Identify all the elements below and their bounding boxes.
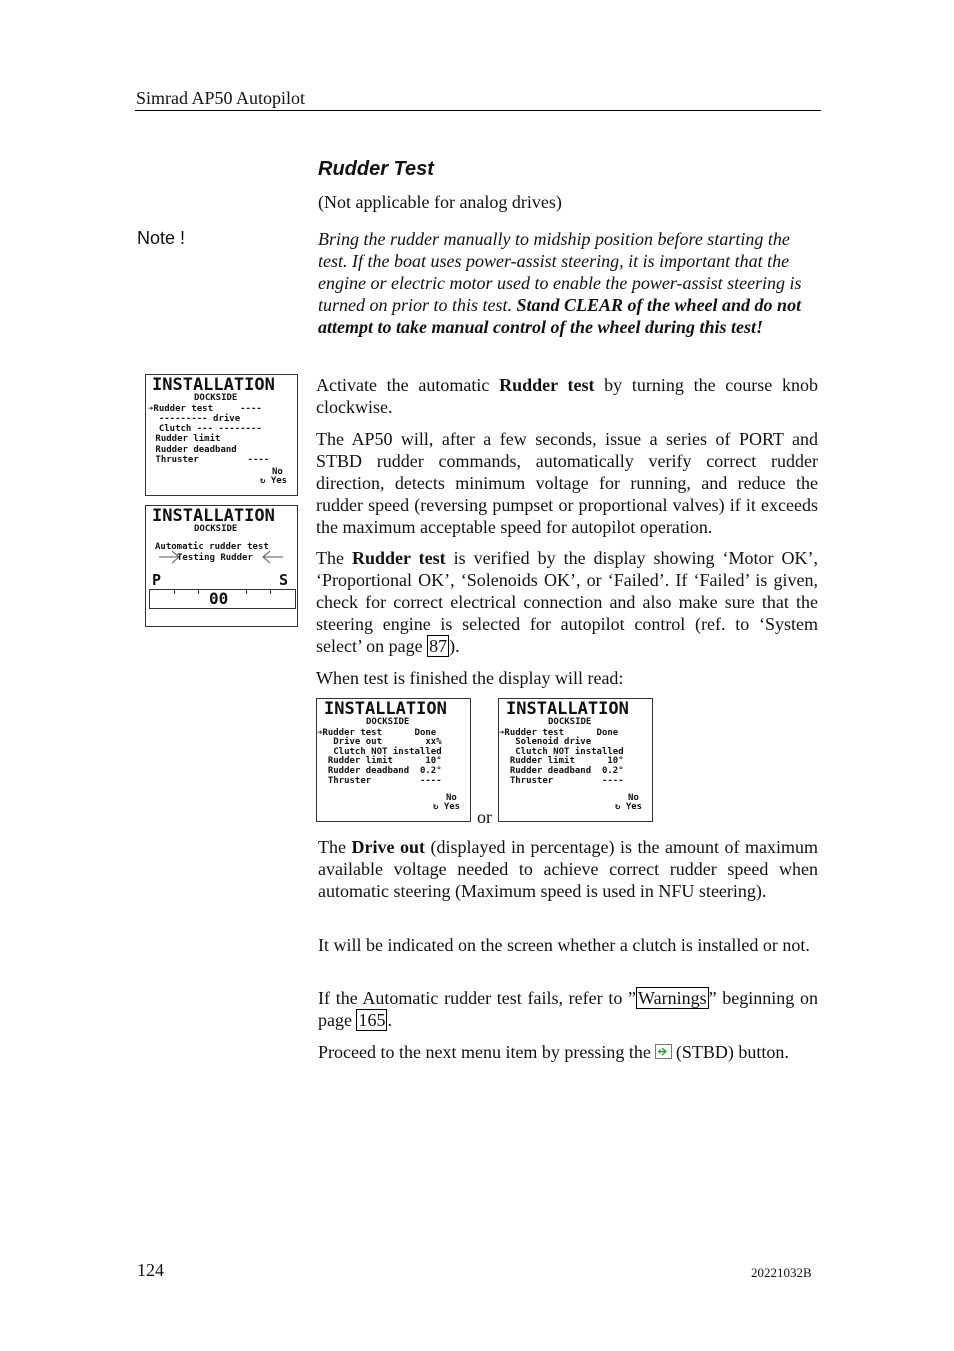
lcd-yes: ↻ Yes	[615, 802, 643, 812]
lcd-subtitle: DOCKSIDE	[548, 717, 592, 727]
text: .	[387, 1010, 392, 1030]
bold-term: Rudder test	[499, 375, 595, 395]
lcd-line: Rudder limit	[150, 434, 221, 444]
running-header: Simrad AP50 Autopilot	[136, 88, 306, 108]
lcd-line: Drive out xx%	[317, 737, 442, 747]
lcd-yes: ↻ Yes	[260, 476, 288, 486]
stbd-label: S	[279, 571, 289, 589]
lcd-line: Thruster ----	[317, 776, 442, 786]
lcd-no: No	[272, 467, 283, 477]
paragraph-drive-out	[318, 836, 818, 902]
right-arrow-icon	[262, 550, 284, 564]
page-number: 124	[137, 1260, 164, 1280]
lcd-subtitle: DOCKSIDE	[194, 524, 238, 534]
text: The	[316, 548, 352, 568]
paragraph-finished: When test is finished the display will read:	[316, 668, 624, 688]
section-subtitle: (Not applicable for analog drives)	[318, 192, 562, 212]
lcd-line: Rudder deadband 0.2°	[317, 766, 442, 776]
text: by turning the course knob clockwise.	[316, 375, 819, 417]
header-rule	[135, 110, 821, 111]
text: If the Automatic rudder test fails, refer to ”	[318, 988, 637, 1008]
lcd-line: Rudder limit 10°	[317, 756, 442, 766]
lcd-line: Clutch NOT installed	[499, 747, 624, 757]
paragraph-fails	[318, 987, 818, 1031]
text: is verified by the display showing ‘Motor OK’, ‘Proportional OK’, ‘Solenoids OK’, or ‘Failed’. If ‘Failed’ is given, check for correct electrical connection and also make sure that the steering engine is selected for autopilot control (ref. to ‘System select’ on page	[316, 548, 819, 656]
stbd-button-icon	[655, 1044, 672, 1059]
section-title: Rudder Test	[318, 158, 434, 180]
lcd-title: INSTALLATION	[506, 699, 629, 719]
lcd-line: Solenoid drive	[499, 737, 592, 747]
lcd-line: Clutch --- --------	[148, 424, 262, 434]
lcd-line: Automatic rudder test	[155, 542, 269, 552]
paragraph-clutch: It will be indicated on the screen whether a clutch is installed or not.	[318, 935, 810, 955]
note-italic-text: Bring the rudder manually to midship position before starting the test. If the boat uses power-assist steering, it is important that the engine or electric motor used to enable the power-assist steering is turned on prior to this test.	[318, 229, 802, 315]
document-number: 20221032B	[751, 1265, 812, 1280]
lcd-screen-done-drive-out	[316, 698, 471, 822]
text: Proceed to the next menu item by pressing the	[318, 1042, 651, 1062]
lcd-line: Thruster ----	[499, 776, 624, 786]
lcd-title: INSTALLATION	[152, 506, 275, 526]
page-link-165[interactable]: 165	[358, 1010, 386, 1030]
text: ).	[449, 636, 460, 656]
note-warning-text: Stand CLEAR of the wheel and do not attempt to take manual control of the wheel during this test!	[318, 295, 802, 337]
lcd-line: Clutch NOT installed	[317, 747, 442, 757]
paragraph-activate	[316, 374, 818, 418]
lcd-line: --------- drive	[148, 414, 241, 424]
lcd-line: Rudder deadband	[150, 445, 237, 455]
paragraph-description: The AP50 will, after a few seconds, issue a series of PORT and STBD rudder commands, automatically verify correct rudder direction, detects minimum voltage for running, and reduce the rudder speed (reversing pumpset or proportional valves) if it exceeds the maximum acceptable speed for autopilot operation.	[316, 429, 818, 537]
or-text: or	[477, 807, 492, 827]
rudder-bar	[149, 589, 296, 609]
lcd-line: ➔Rudder test Done	[317, 728, 437, 738]
page-link-87[interactable]: 87	[429, 636, 448, 656]
lcd-line: Thruster ----	[150, 455, 270, 465]
lcd-yes: ↻ Yes	[433, 802, 461, 812]
bold-term: Drive out	[351, 837, 425, 857]
text: ” beginning on page	[318, 988, 818, 1030]
lcd-no: No	[446, 793, 457, 803]
lcd-title: INSTALLATION	[152, 375, 275, 395]
text: (displayed in percentage) is the amount of maximum available voltage needed to achieve correct rudder speed when automatic steering (Maximum speed is used in NFU steering).	[318, 837, 819, 901]
note-text	[318, 228, 818, 338]
warnings-link[interactable]: Warnings	[638, 988, 707, 1008]
lcd-screen-done-solenoid	[498, 698, 653, 822]
lcd-line: Testing Rudder	[177, 553, 253, 563]
lcd-subtitle: DOCKSIDE	[194, 393, 238, 403]
lcd-line: ➔Rudder test Done	[499, 728, 619, 738]
port-label: P	[152, 571, 162, 589]
lcd-screen-initial	[145, 374, 298, 496]
note-label: Note !	[137, 228, 186, 248]
paragraph-verification	[316, 547, 818, 657]
lcd-line: Rudder limit 10°	[499, 756, 624, 766]
lcd-subtitle: DOCKSIDE	[366, 717, 410, 727]
text: Activate the automatic	[316, 375, 500, 395]
text: The	[318, 837, 352, 857]
text: (STBD) button.	[675, 1042, 789, 1062]
lcd-screen-testing	[145, 505, 298, 627]
lcd-title: INSTALLATION	[324, 699, 447, 719]
lcd-line: ➔Rudder test ----	[148, 404, 262, 414]
rudder-value: 00	[209, 589, 229, 608]
paragraph-proceed	[318, 1041, 818, 1063]
bold-term: Rudder test	[351, 548, 446, 568]
lcd-line: Rudder deadband 0.2°	[499, 766, 624, 776]
lcd-no: No	[628, 793, 639, 803]
